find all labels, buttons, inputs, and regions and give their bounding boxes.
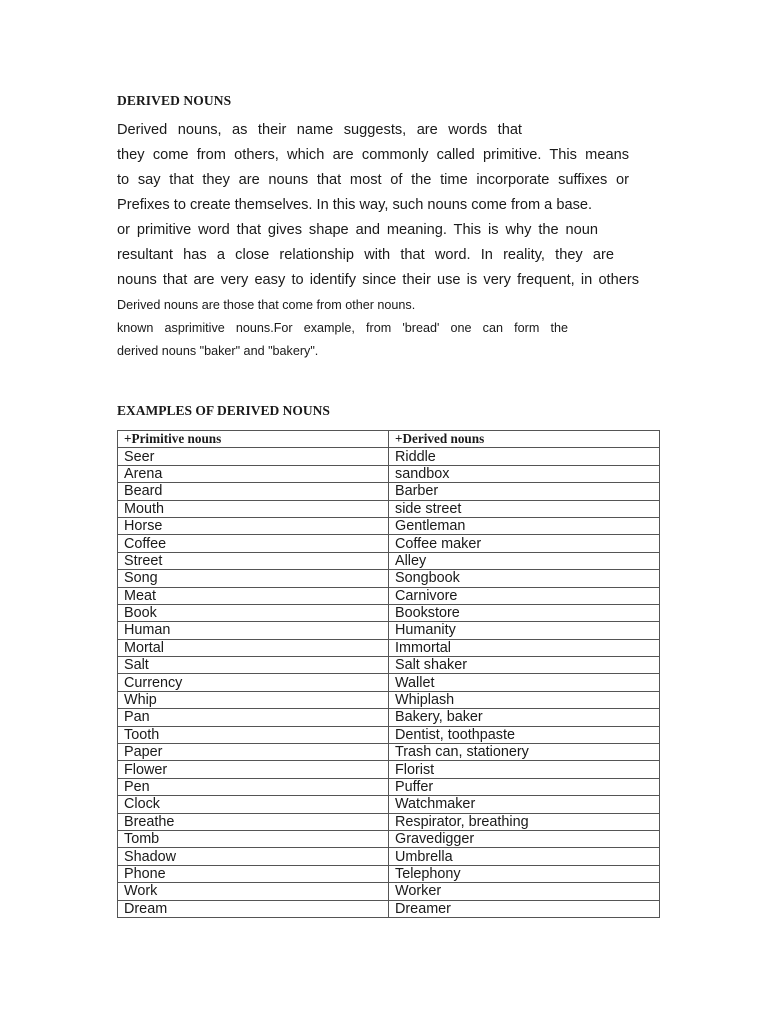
- column-header-derived: +Derived nouns: [389, 431, 660, 448]
- primitive-noun-cell: Currency: [118, 674, 389, 691]
- table-row: [118, 500, 660, 517]
- primitive-noun-cell: Dream: [118, 900, 389, 917]
- table-row: [118, 726, 660, 743]
- table-row: [118, 709, 660, 726]
- primitive-noun-cell: Book: [118, 604, 389, 621]
- table-row: [118, 691, 660, 708]
- derived-noun-cell: Florist: [389, 761, 660, 778]
- derived-noun-cell: Riddle: [389, 448, 660, 465]
- table-row: [118, 604, 660, 621]
- table-row: [118, 535, 660, 552]
- derived-noun-cell: Coffee maker: [389, 535, 660, 552]
- derived-noun-cell: Gravedigger: [389, 830, 660, 847]
- derived-noun-cell: Humanity: [389, 622, 660, 639]
- table-row: [118, 848, 660, 865]
- column-header-primitive: +Primitive nouns: [118, 431, 389, 448]
- primitive-noun-cell: Horse: [118, 517, 389, 534]
- derived-noun-cell: side street: [389, 500, 660, 517]
- primitive-noun-cell: Beard: [118, 483, 389, 500]
- table-row: [118, 587, 660, 604]
- derived-noun-cell: Telephony: [389, 865, 660, 882]
- table-row: [118, 761, 660, 778]
- table-row: [118, 517, 660, 534]
- primitive-noun-cell: Street: [118, 552, 389, 569]
- primitive-noun-cell: Tooth: [118, 726, 389, 743]
- table-row: [118, 570, 660, 587]
- paragraph-line: resultant has a close relationship with that word. In reality, they are: [117, 247, 614, 263]
- primitive-noun-cell: Phone: [118, 865, 389, 882]
- derived-noun-cell: sandbox: [389, 465, 660, 482]
- table-row: [118, 639, 660, 656]
- table-row: [118, 483, 660, 500]
- table-row: [118, 883, 660, 900]
- table-header-row: [118, 431, 660, 448]
- primitive-noun-cell: Paper: [118, 744, 389, 761]
- derived-noun-cell: Worker: [389, 883, 660, 900]
- primitive-noun-cell: Breathe: [118, 813, 389, 830]
- paragraph-line-small: Derived nouns are those that come from other nouns.: [117, 298, 416, 312]
- primitive-noun-cell: Coffee: [118, 535, 389, 552]
- paragraph-line: to say that they are nouns that most of the time incorporate suffixes or: [117, 172, 629, 188]
- table-row: [118, 448, 660, 465]
- table-row: [118, 552, 660, 569]
- paragraph-line-small: known asprimitive nouns.For example, from 'bread' one can form the: [117, 321, 568, 335]
- derived-nouns-table: [117, 430, 660, 918]
- derived-noun-cell: Watchmaker: [389, 796, 660, 813]
- table-row: [118, 813, 660, 830]
- derived-noun-cell: Gentleman: [389, 517, 660, 534]
- primitive-noun-cell: Arena: [118, 465, 389, 482]
- derived-noun-cell: Respirator, breathing: [389, 813, 660, 830]
- paragraph-line-small: derived nouns "baker" and "bakery".: [117, 344, 319, 358]
- primitive-noun-cell: Pen: [118, 778, 389, 795]
- derived-noun-cell: Alley: [389, 552, 660, 569]
- table-row: [118, 657, 660, 674]
- derived-noun-cell: Barber: [389, 483, 660, 500]
- table-body: [118, 448, 660, 918]
- primitive-noun-cell: Shadow: [118, 848, 389, 865]
- derived-noun-cell: Songbook: [389, 570, 660, 587]
- table-row: [118, 778, 660, 795]
- derived-noun-cell: Dentist, toothpaste: [389, 726, 660, 743]
- table-row: [118, 830, 660, 847]
- paragraph-line: Derived nouns, as their name suggests, are words that: [117, 122, 522, 138]
- primitive-noun-cell: Tomb: [118, 830, 389, 847]
- derived-noun-cell: Puffer: [389, 778, 660, 795]
- table-row: [118, 744, 660, 761]
- derived-noun-cell: Salt shaker: [389, 657, 660, 674]
- primitive-noun-cell: Meat: [118, 587, 389, 604]
- primitive-noun-cell: Mouth: [118, 500, 389, 517]
- derived-noun-cell: Umbrella: [389, 848, 660, 865]
- table-row: [118, 465, 660, 482]
- primitive-noun-cell: Salt: [118, 657, 389, 674]
- table-row: [118, 622, 660, 639]
- derived-noun-cell: Bakery, baker: [389, 709, 660, 726]
- primitive-noun-cell: Mortal: [118, 639, 389, 656]
- table-row: [118, 900, 660, 917]
- table-row: [118, 674, 660, 691]
- paragraph-line: they come from others, which are commonly called primitive. This means: [117, 147, 629, 163]
- section-heading: EXAMPLES OF DERIVED NOUNS: [117, 403, 330, 418]
- paragraph-line: Prefixes to create themselves. In this way, such nouns come from a base.: [117, 197, 593, 213]
- table-row: [118, 796, 660, 813]
- derived-noun-cell: Immortal: [389, 639, 660, 656]
- derived-noun-cell: Bookstore: [389, 604, 660, 621]
- paragraph-line: or primitive word that gives shape and meaning. This is why the noun: [117, 222, 598, 238]
- derived-noun-cell: Wallet: [389, 674, 660, 691]
- page-title: DERIVED NOUNS: [117, 93, 232, 108]
- derived-noun-cell: Carnivore: [389, 587, 660, 604]
- primitive-noun-cell: Seer: [118, 448, 389, 465]
- table-row: [118, 865, 660, 882]
- paragraph-line: nouns that are very easy to identify since their use is very frequent, in others: [117, 272, 639, 288]
- primitive-noun-cell: Flower: [118, 761, 389, 778]
- primitive-noun-cell: Human: [118, 622, 389, 639]
- derived-noun-cell: Whiplash: [389, 691, 660, 708]
- derived-noun-cell: Trash can, stationery: [389, 744, 660, 761]
- derived-noun-cell: Dreamer: [389, 900, 660, 917]
- primitive-noun-cell: Song: [118, 570, 389, 587]
- primitive-noun-cell: Whip: [118, 691, 389, 708]
- primitive-noun-cell: Clock: [118, 796, 389, 813]
- primitive-noun-cell: Work: [118, 883, 389, 900]
- primitive-noun-cell: Pan: [118, 709, 389, 726]
